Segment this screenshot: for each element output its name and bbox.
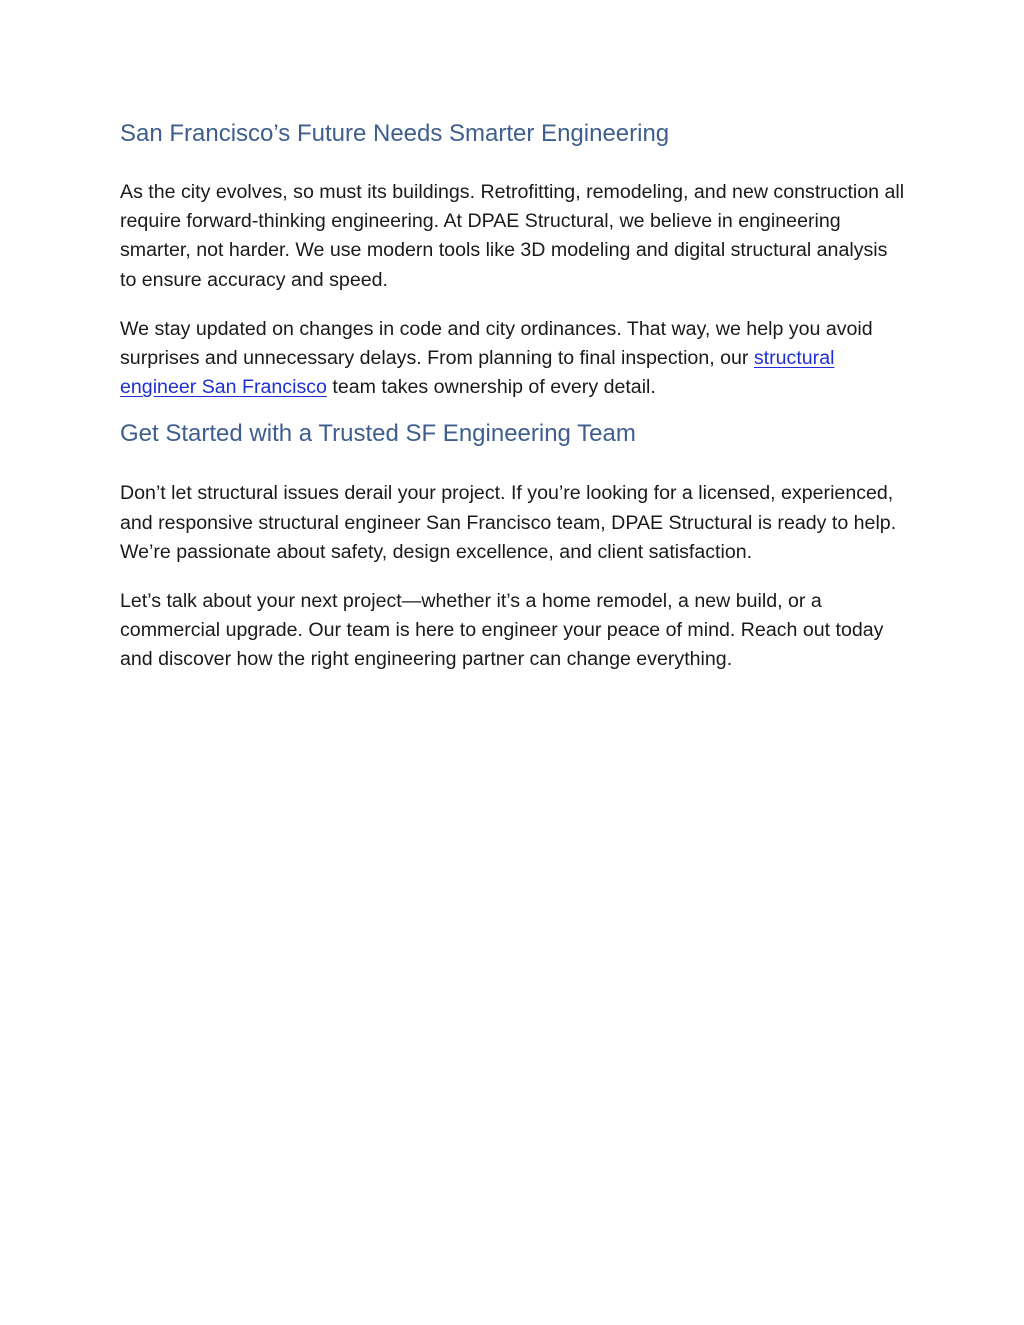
paragraph-text-before-link: We stay updated on changes in code and city ordinances. That way, we help you avoid surprises and unnecessary delays. From planning to final inspection, our (120, 317, 873, 370)
paragraph-structural-issues: Don’t let structural issues derail your project. If you’re looking for a licensed, experienced, and responsive structural engineer San Francisco team, DPAE Structural is ready to help. We’re passionate about safety, design excellence, and client satisfaction. (120, 482, 897, 563)
paragraph-text-after-link: team takes ownership of every detail. (326, 376, 656, 399)
paragraph-next-project: Let’s talk about your next project—whether it’s a home remodel, a new build, or a commercial upgrade. Our team is here to engineer your peace of mind. Reach out today and discover how the right engineering partner can change everything. (120, 590, 884, 671)
structural-engineer-link[interactable]: structural engineer San Francisco (120, 347, 835, 399)
section-heading-get-started: Get Started with a Trusted SF Engineering Team (120, 420, 636, 448)
section-heading-future: San Francisco’s Future Needs Smarter Engineering (120, 120, 670, 147)
paragraph-code-updates (120, 315, 905, 403)
paragraph-city-evolves: As the city evolves, so must its buildings. Retrofitting, remodeling, and new construction all require forward-thinking engineering. At DPAE Structural, we believe in engineering smarter, not harder. We use modern tools like 3D modeling and digital structural analysis to ensure accuracy and speed. (120, 181, 905, 291)
document-content (120, 116, 905, 675)
